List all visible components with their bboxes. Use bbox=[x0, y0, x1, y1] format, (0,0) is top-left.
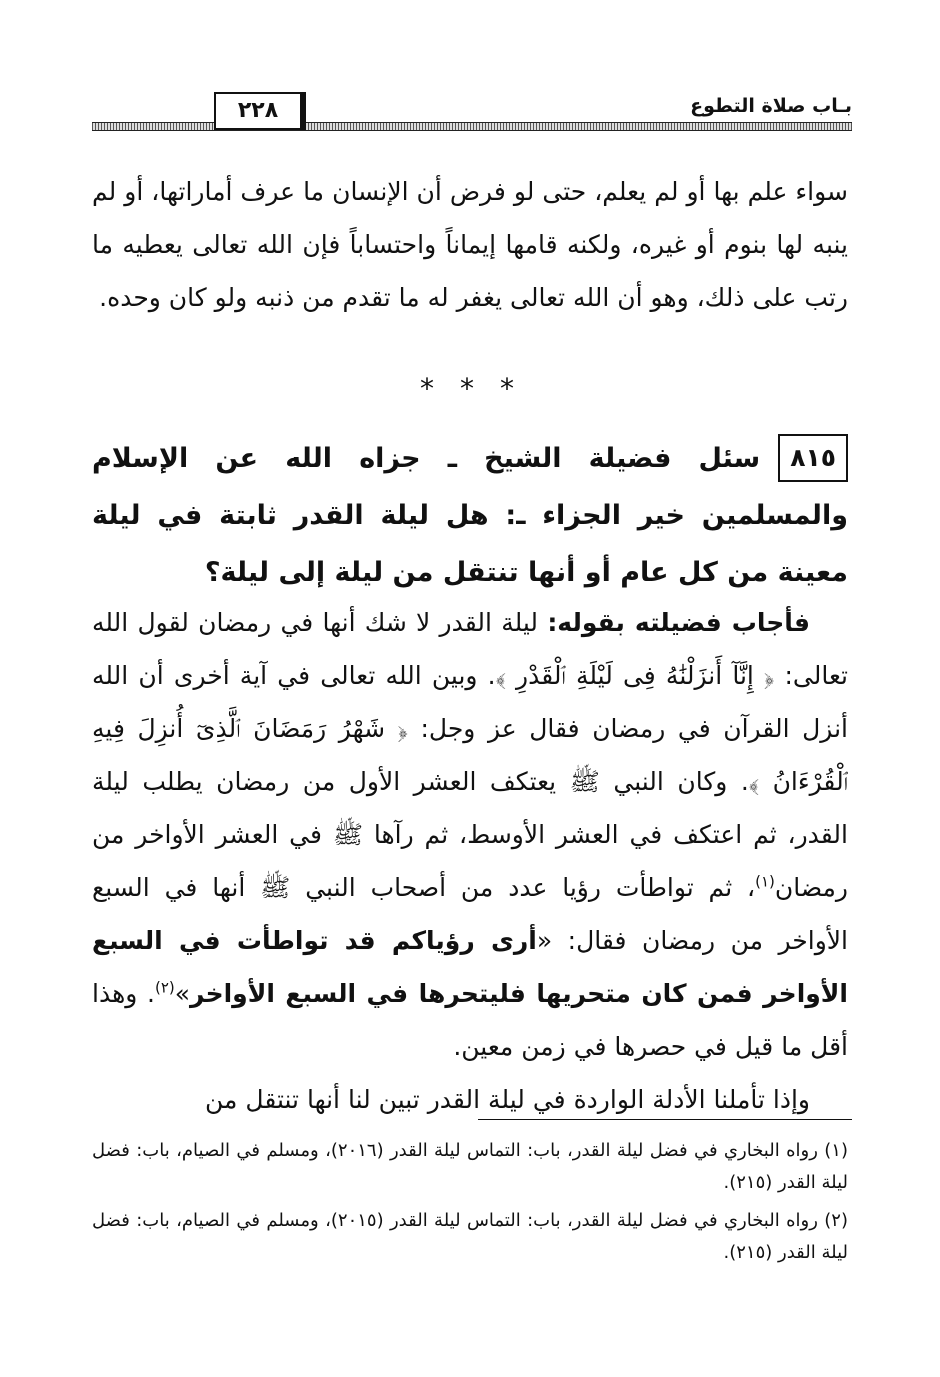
question-text: سئل فضيلة الشيخ ـ جزاه الله عن الإسلام والمسلمين خير الجزاء ـ: هل ليلة القدر ثابتة في ليلة معينة من كل عام أو أنها تنتقل من ليلة إلى ليلة؟ bbox=[92, 443, 848, 588]
answer-part: ، ثم تواطأت رؤيا عدد من أصحاب النبي ﷺ أنها في السبع الأواخر من رمضان فقال: « bbox=[92, 873, 848, 955]
header-rule bbox=[92, 122, 852, 131]
quote-mark: » bbox=[174, 979, 191, 1008]
answer-part: وإذا تأملنا الأدلة الواردة في ليلة القدر تبين لنا أنها تنتقل من bbox=[205, 1085, 810, 1114]
quran-verse: ﴿ إِنَّآ أَنزَلْنَٰهُ فِى لَيْلَةِ ٱلْقَدْرِ ﴾ bbox=[495, 661, 775, 690]
quran-verse: ﴿ شَهْرُ رَمَضَانَ ٱلَّذِىٓ أُنزِلَ فِيهِ ٱلْقُرْءَانُ ﴾ bbox=[92, 714, 848, 796]
answer-part: . وبين الله تعالى في آية أخرى أن الله أنزل القرآن في رمضان فقال عز وجل: bbox=[92, 661, 848, 743]
question-block bbox=[92, 430, 848, 601]
page-number: ٢٢٨ bbox=[214, 92, 302, 130]
section-separator: *** bbox=[420, 372, 540, 405]
footnote: (٢) رواه البخاري في فضل ليلة القدر، باب: التماس ليلة القدر (٢٠١٥)، ومسلم في الصيام، باب: فضل ليلة القدر (٢١٥). bbox=[92, 1210, 848, 1263]
chapter-title: بـاب صلاة التطوع bbox=[680, 92, 852, 120]
paragraph-continuation: سواء علم بها أو لم يعلم، حتى لو فرض أن الإنسان ما عرف أماراتها، أو لم ينبه لها بنوم أو غيره، ولكنه قامها إيماناً واحتساباً فإن الله تعالى يعطيه ما رتب على ذلك، وهو أن الله تعالى يغفر له ما تقدم من ذنبه ولو كان وحده. bbox=[92, 177, 848, 312]
question-number: ٨١٥ bbox=[778, 434, 848, 482]
footnotes bbox=[92, 1135, 848, 1275]
footnote-rule bbox=[478, 1119, 852, 1120]
answer-text bbox=[92, 596, 848, 1126]
footnote-ref: (٢) bbox=[154, 978, 175, 997]
footnote-ref: (١) bbox=[755, 872, 775, 891]
answer-part: . وهذا أقل ما قيل في حصرها في زمن معين. bbox=[92, 979, 848, 1061]
answer-part: ليلة القدر لا شك أنها في رمضان لقول الله تعالى: bbox=[92, 608, 848, 690]
footnote: (١) رواه البخاري في فضل ليلة القدر، باب: التماس ليلة القدر (٢٠١٦)، ومسلم في الصيام، باب: فضل ليلة القدر (٢١٥). bbox=[92, 1140, 848, 1193]
hadith-quote: أرى رؤياكم قد تواطأت في السبع الأواخر فمن كان متحريها فليتحرها في السبع الأواخر bbox=[92, 926, 848, 1008]
page-header bbox=[92, 92, 852, 132]
answer-lead: فأجاب فضيلته بقوله: bbox=[547, 608, 810, 637]
answer-part: . وكان النبي ﷺ يعتكف العشر الأول من رمضان يطلب ليلة القدر، ثم اعتكف في العشر الأوسط، ثم رآها ﷺ في العشر الأواخر من رمضان bbox=[92, 767, 848, 902]
